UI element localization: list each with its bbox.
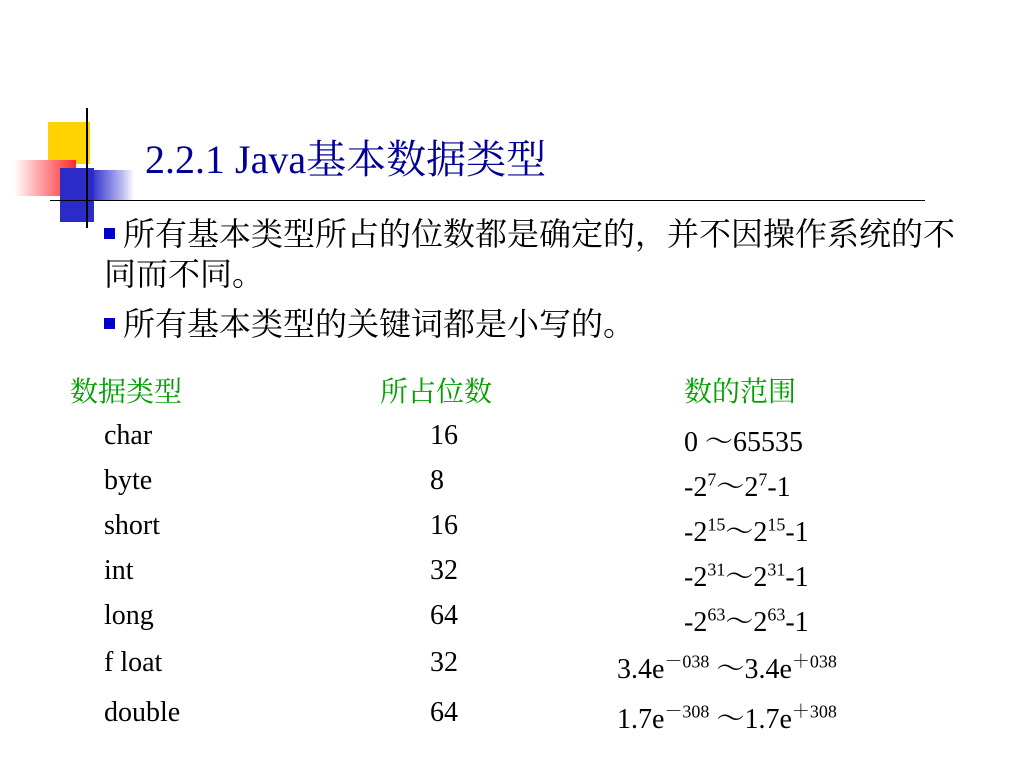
cell-range — [684, 510, 809, 550]
cell-bits: 32 — [430, 555, 458, 586]
bullet-square-icon — [104, 318, 115, 329]
cell-bits: 16 — [430, 510, 458, 541]
cell-range — [684, 465, 791, 505]
range-high-base: 2 — [744, 472, 759, 503]
bullet-text: 所有基本类型所占的位数都是确定的，并不因操作系统的不同而不同。 — [104, 216, 956, 292]
range-low-base: -2 — [684, 472, 708, 503]
range-sep: ～ — [725, 562, 754, 593]
range-low-exp: 63 — [707, 604, 726, 625]
range-high-exp: 63 — [767, 604, 786, 625]
decor-blue-square — [60, 168, 94, 222]
cell-type: int — [104, 555, 134, 586]
range-low-exp: －038 — [664, 651, 710, 672]
table-row — [0, 510, 1024, 555]
table-row — [0, 647, 1024, 692]
table-row — [0, 697, 1024, 742]
bullet-square-icon — [104, 228, 115, 239]
range-low-base: -2 — [684, 607, 708, 638]
cell-bits: 64 — [430, 697, 458, 728]
table-row — [0, 555, 1024, 600]
cell-bits: 8 — [430, 465, 444, 496]
range-suffix: -1 — [785, 562, 809, 593]
cell-range — [617, 647, 837, 687]
table-row — [0, 600, 1024, 645]
cell-bits: 32 — [430, 647, 458, 678]
cell-bits: 16 — [430, 420, 458, 451]
cell-type: f loat — [104, 647, 163, 678]
range-low-exp: 7 — [707, 469, 717, 490]
range-sep: ～ — [716, 472, 745, 503]
range-high-exp: ＋308 — [791, 701, 837, 722]
range-suffix: -1 — [785, 517, 809, 548]
range-high-base: 2 — [753, 562, 768, 593]
header-bits: 所占位数 — [380, 377, 493, 408]
range-low-base: 1.7e — [617, 704, 665, 735]
range-low-exp: 15 — [707, 514, 726, 535]
slide-title: 2.2.1 Java基本数据类型 — [145, 137, 547, 182]
range-high-exp: 15 — [767, 514, 786, 535]
range-sep: ～ — [709, 654, 745, 685]
range-sep: ～ — [725, 607, 754, 638]
range-high-base: 3.4e — [744, 654, 792, 685]
cell-type: long — [104, 600, 154, 631]
table-row — [0, 465, 1024, 510]
range-high-base: 2 — [753, 517, 768, 548]
bullet-item — [104, 214, 984, 294]
header-range: 数的范围 — [684, 377, 797, 408]
cell-type: char — [104, 420, 153, 451]
range-suffix: -1 — [767, 472, 791, 503]
cell-type: short — [104, 510, 160, 541]
range-low-base: 3.4e — [617, 654, 665, 685]
cell-range — [617, 697, 837, 737]
range-high-exp: 7 — [758, 469, 768, 490]
cell-type: byte — [104, 465, 153, 496]
range-high-base: 1.7e — [744, 704, 792, 735]
range-sep: ～ — [725, 517, 754, 548]
cell-type: double — [104, 697, 181, 728]
decor-yellow-square — [48, 122, 90, 164]
cell-bits: 64 — [430, 600, 458, 631]
bullet-list — [104, 214, 984, 354]
range-high-exp: ＋038 — [791, 651, 837, 672]
range-low-exp: －308 — [664, 701, 710, 722]
cell-range — [684, 600, 809, 640]
range-suffix: -1 — [785, 607, 809, 638]
range-high-exp: 31 — [767, 559, 786, 580]
title-underline — [50, 200, 925, 201]
cell-range: 0 ～65535 — [684, 427, 804, 458]
decor-blue-gradient — [94, 170, 134, 200]
range-high-base: 2 — [753, 607, 768, 638]
cell-range — [684, 555, 809, 595]
decor-vertical-line — [86, 108, 88, 228]
range-low-exp: 31 — [707, 559, 726, 580]
header-data-type: 数据类型 — [70, 377, 183, 408]
range-low-base: -2 — [684, 517, 708, 548]
range-low-base: -2 — [684, 562, 708, 593]
range-sep: ～ — [709, 704, 745, 735]
table-row — [0, 420, 1024, 465]
bullet-item — [104, 304, 984, 344]
bullet-text: 所有基本类型的关键词都是小写的。 — [123, 306, 636, 342]
